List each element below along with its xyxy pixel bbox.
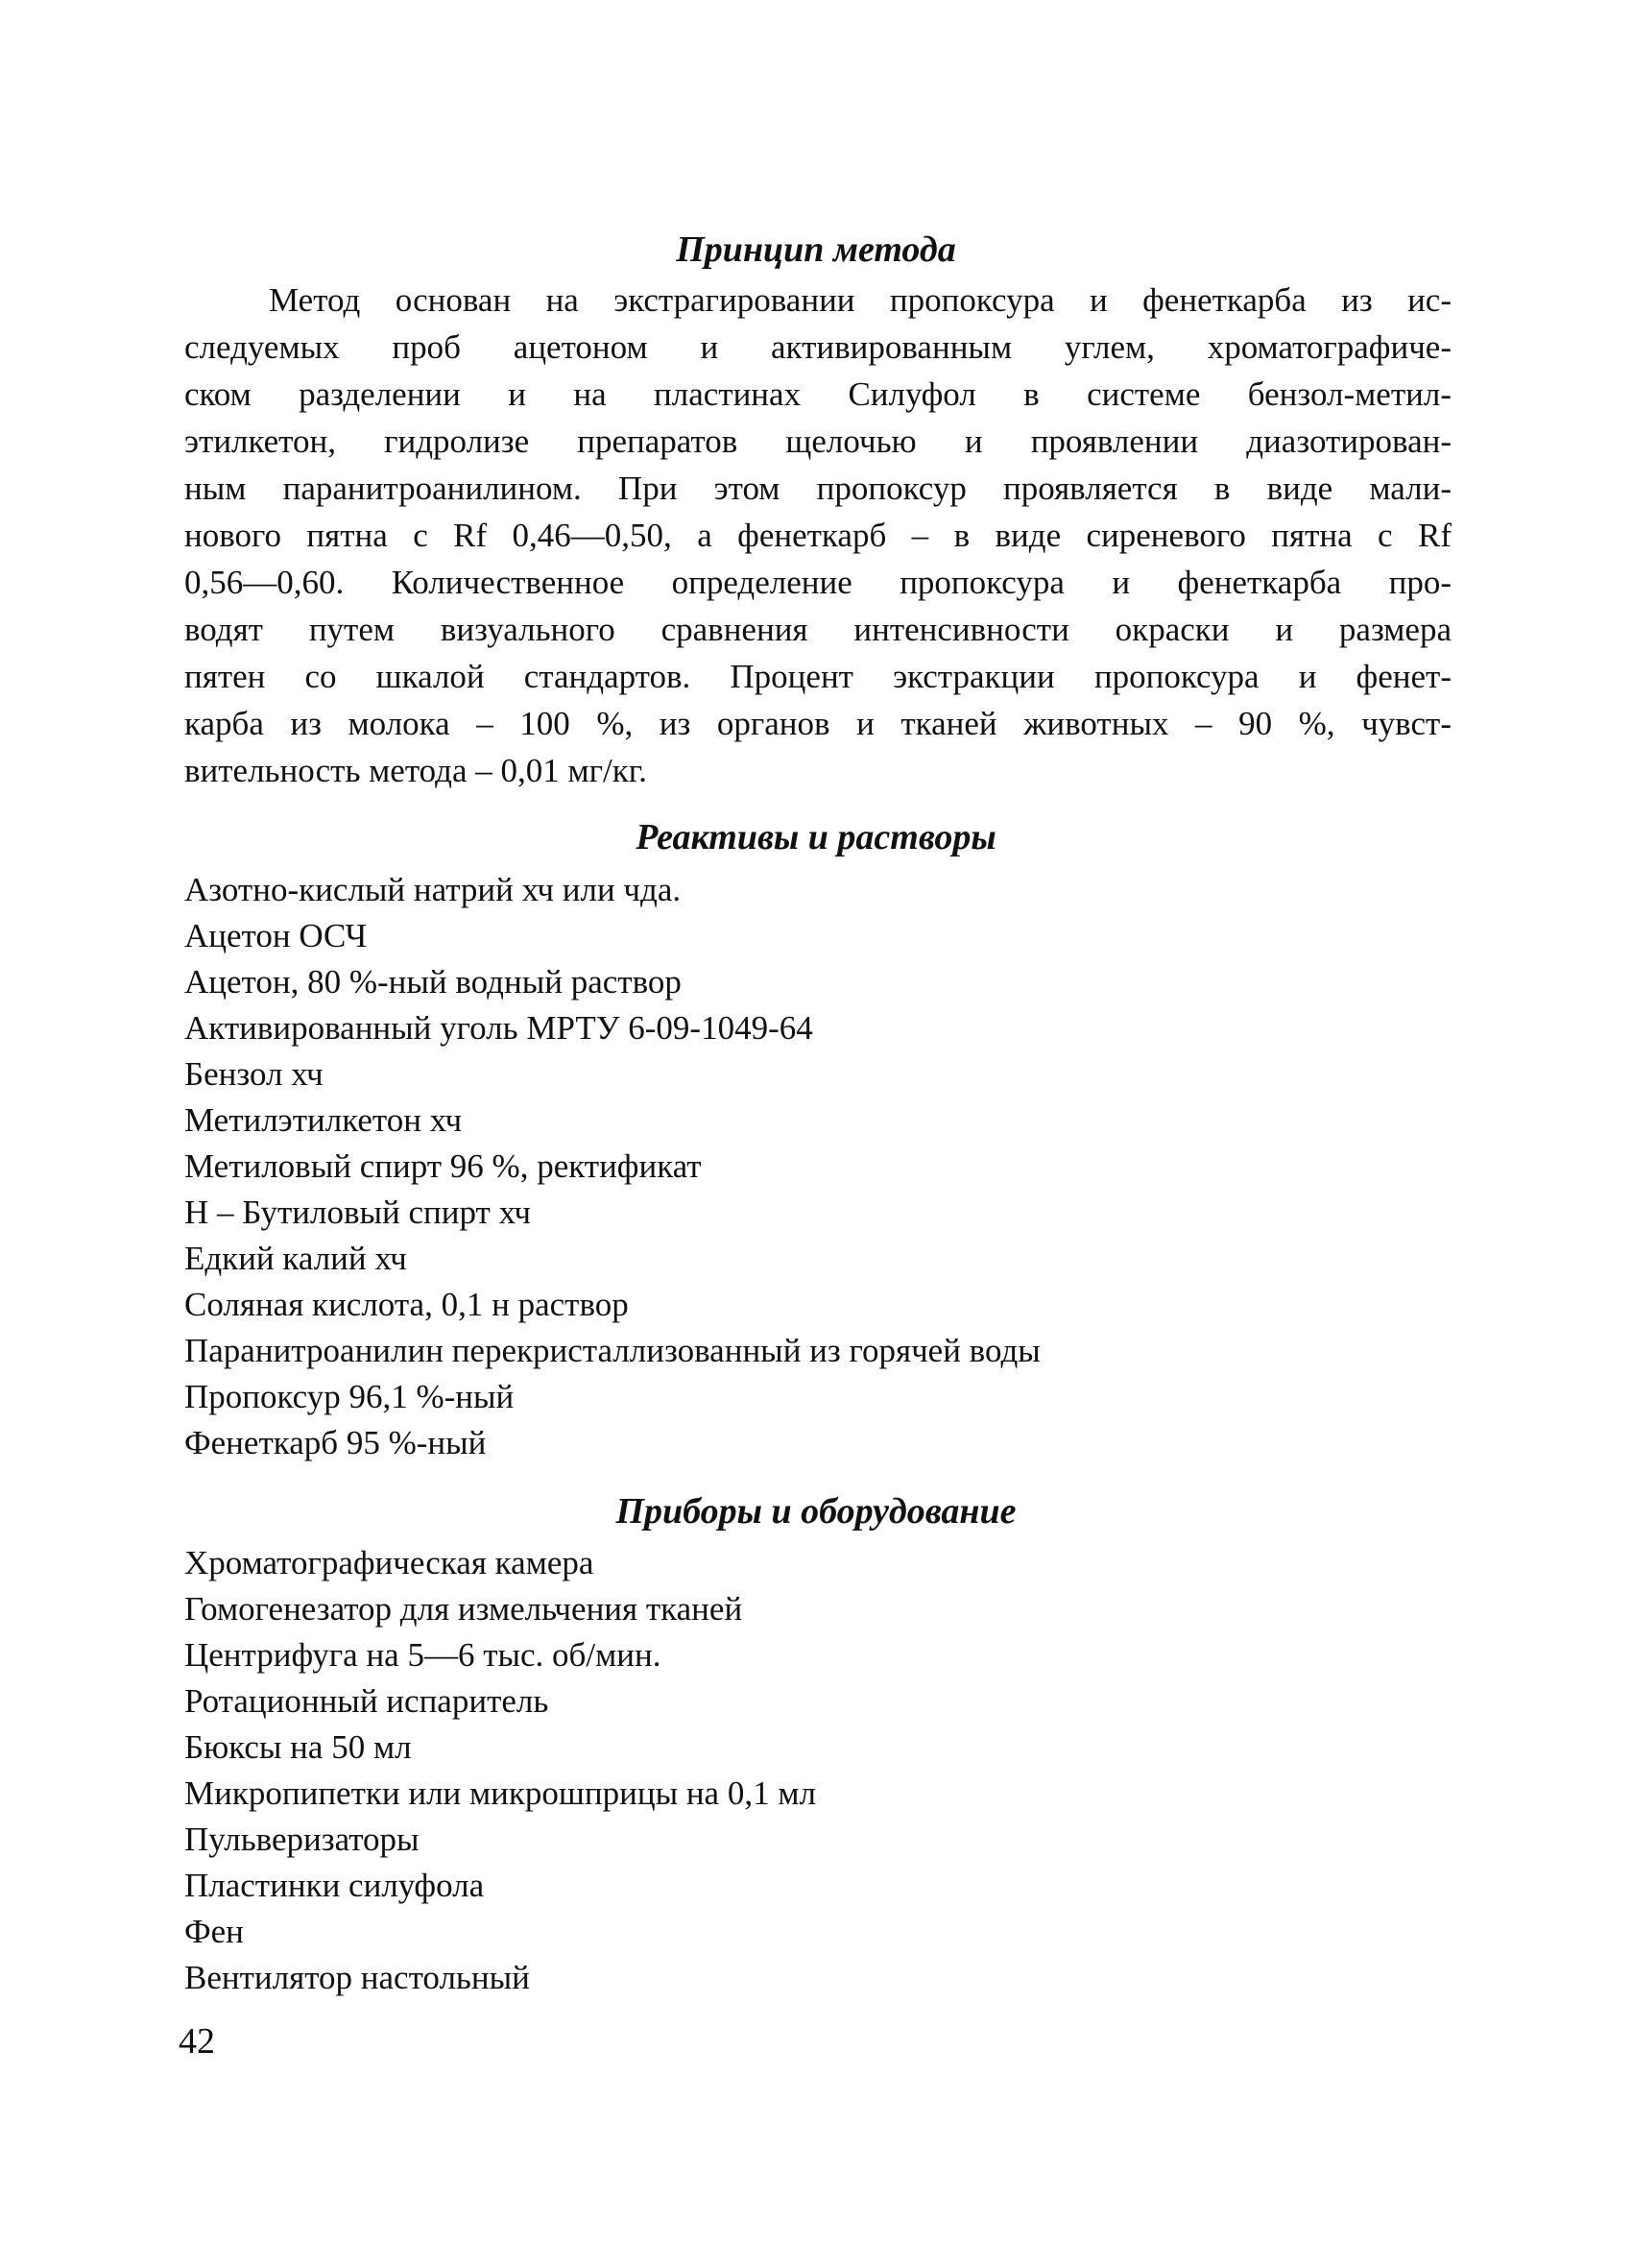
reagent-item: Азотно-кислый натрий хч или чда. xyxy=(184,871,682,908)
reagent-item: Соляная кислота, 0,1 н раствор xyxy=(184,1286,629,1323)
reagent-item: Едкий калий хч xyxy=(184,1240,407,1277)
page-number: 42 xyxy=(179,2021,215,2062)
paragraph-line: пятен со шкалой стандартов. Процент экстракции пропоксура и фенет- xyxy=(184,658,1452,695)
paragraph-line: этилкетон, гидролизе препаратов щелочью и проявлении диазотирован- xyxy=(184,422,1452,460)
equipment-item: Бюксы на 50 мл xyxy=(184,1728,412,1766)
paragraph-line: нового пятна с Rf 0,46—0,50, а фенеткарб – в виде сиреневого пятна с Rf xyxy=(184,517,1452,554)
section-heading-reagents: Реактивы и растворы xyxy=(636,817,996,857)
paragraph-line: вительность метода – 0,01 мг/кг. xyxy=(184,752,647,789)
section-heading-principle: Принцип метода xyxy=(676,229,956,270)
paragraph-line: следуемых проб ацетоном и активированным углем, хроматографиче- xyxy=(184,328,1452,366)
equipment-item: Пластинки силуфола xyxy=(184,1867,485,1904)
equipment-item: Микропипетки или микрошприцы на 0,1 мл xyxy=(184,1774,816,1812)
paragraph-line: ным паранитроанилином. При этом пропоксур проявляется в виде мали- xyxy=(184,470,1452,507)
reagent-item: Ацетон, 80 %-ный водный раствор xyxy=(184,963,682,1001)
principle-paragraph xyxy=(184,277,1452,794)
section-heading-equipment: Приборы и оборудование xyxy=(615,1491,1017,1532)
reagent-item: Паранитроанилин перекристаллизованный из горячей воды xyxy=(184,1332,1041,1369)
reagent-item: Метилэтилкетон хч xyxy=(184,1101,463,1139)
equipment-item: Ротационный испаритель xyxy=(184,1682,549,1720)
reagent-item: Фенеткарб 95 %-ный xyxy=(184,1424,487,1461)
paragraph-line: ском разделении и на пластинах Силуфол в системе бензол-метил- xyxy=(184,375,1452,413)
equipment-item: Центрифуга на 5—6 тыс. об/мин. xyxy=(184,1636,661,1674)
reagents-list xyxy=(184,867,1452,1466)
reagent-item: Н – Бутиловый спирт хч xyxy=(184,1194,531,1231)
paragraph-line: карба из молока – 100 %, из органов и тканей животных – 90 %, чувст- xyxy=(184,705,1452,742)
equipment-item: Гомогенезатор для измельчения тканей xyxy=(184,1590,743,1628)
paragraph-line: 0,56—0,60. Количественное определение пропоксура и фенеткарба про- xyxy=(184,564,1452,601)
paragraph-line: водят путем визуального сравнения интенсивности окраски и размера xyxy=(184,611,1452,648)
reagent-item: Пропоксур 96,1 %-ный xyxy=(184,1378,515,1415)
equipment-item: Хроматографическая камера xyxy=(184,1544,594,1581)
paragraph-line: Метод основан на экстрагировании пропоксура и фенеткарба из ис- xyxy=(269,281,1452,319)
reagent-item: Бензол хч xyxy=(184,1055,324,1093)
reagent-item: Активированный уголь МРТУ 6-09-1049-64 xyxy=(184,1009,813,1047)
equipment-item: Пульверизаторы xyxy=(184,1821,420,1858)
equipment-item: Фен xyxy=(184,1913,244,1950)
reagent-item: Метиловый спирт 96 %, ректификат xyxy=(184,1147,702,1185)
equipment-list xyxy=(184,1540,1452,2001)
reagent-item: Ацетон ОСЧ xyxy=(184,917,368,954)
equipment-item: Вентилятор настольный xyxy=(184,1959,530,1996)
